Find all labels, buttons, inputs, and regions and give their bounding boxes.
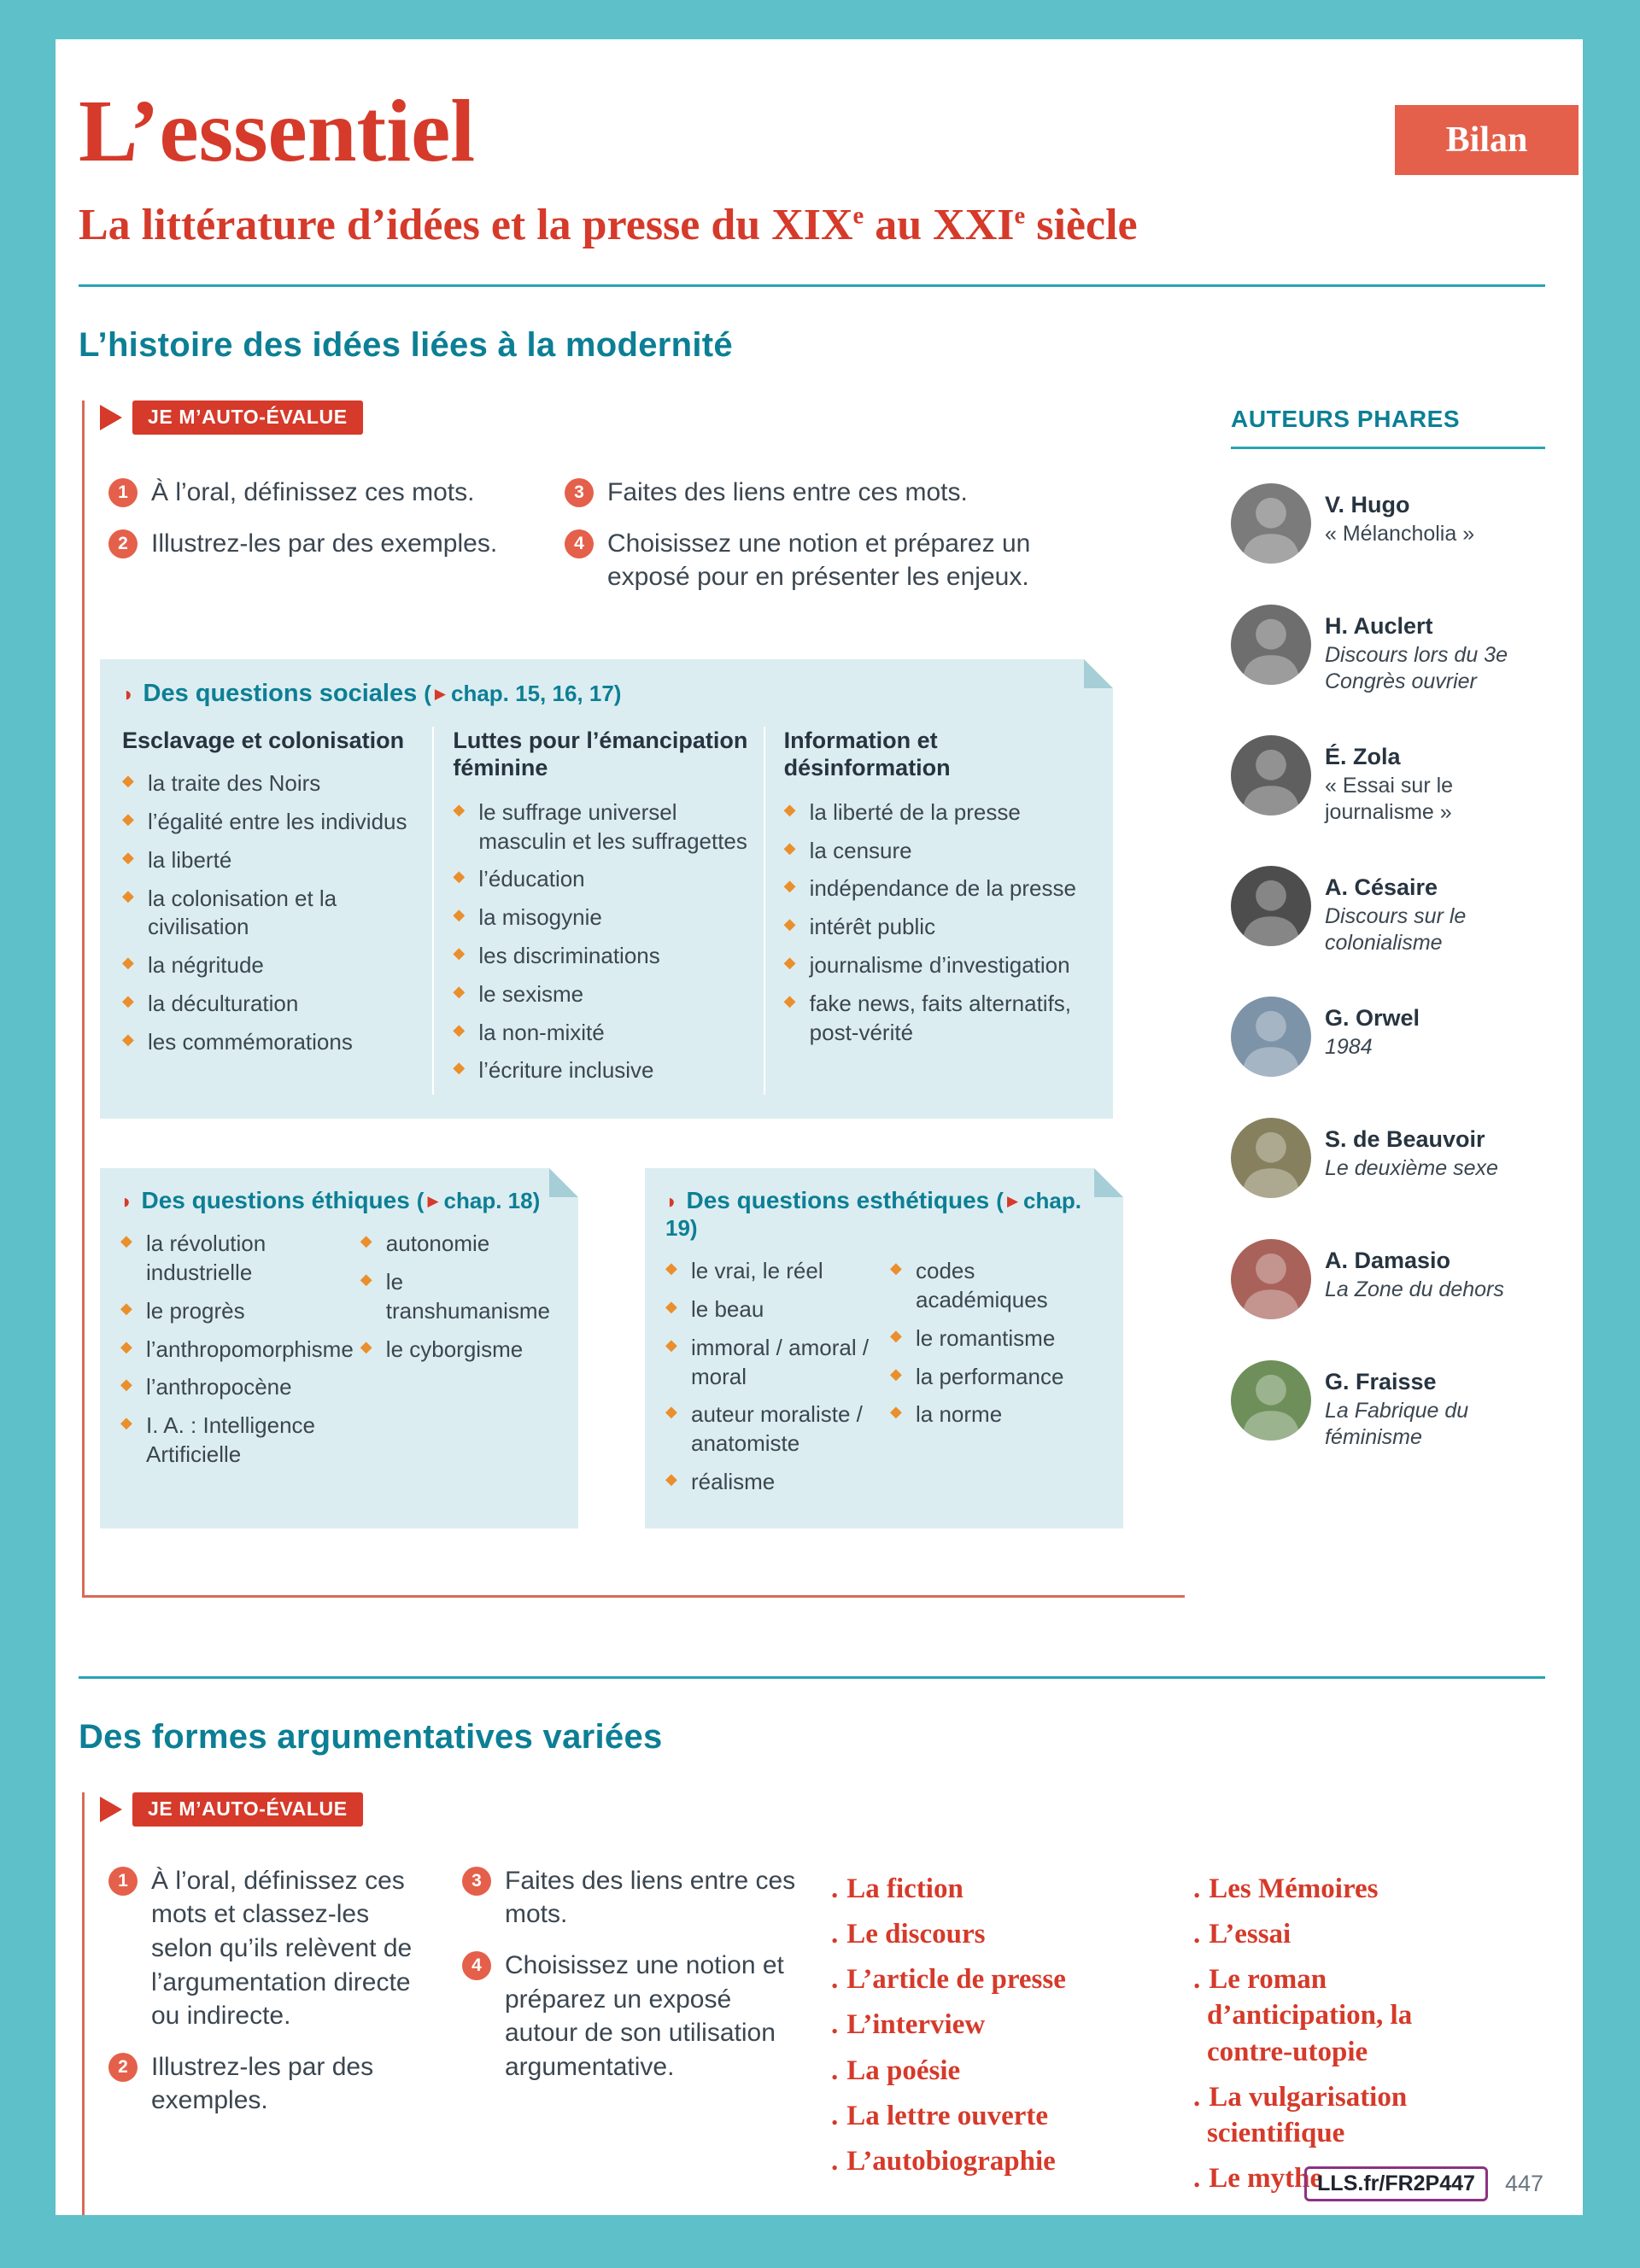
bullet-text: auteur moraliste / anatomiste bbox=[691, 1401, 863, 1457]
bullet-text: l’égalité entre les individus bbox=[148, 808, 407, 834]
diamond-bullet-icon: ◆ bbox=[453, 944, 466, 962]
bullet-text: le suffrage universel masculin et les suffragettes bbox=[478, 798, 747, 854]
instructions-left bbox=[108, 476, 510, 611]
dot-bullet-icon: . bbox=[1193, 1918, 1201, 1949]
bullet-text: intérêt public bbox=[809, 914, 936, 940]
box-title-text: Des questions esthétiques bbox=[686, 1187, 990, 1214]
self-eval-badge: JE M’AUTO-ÉVALUE bbox=[132, 400, 363, 435]
diamond-bullet-icon: ◆ bbox=[122, 991, 134, 1009]
author-photo bbox=[1231, 1360, 1311, 1441]
bullet-item bbox=[122, 885, 417, 943]
form-item bbox=[1193, 2079, 1487, 2151]
bullet-text: l’écriture inclusive bbox=[478, 1057, 654, 1084]
diamond-bullet-icon: ◆ bbox=[783, 991, 796, 1009]
author-entry bbox=[1231, 997, 1545, 1077]
instruction-item bbox=[108, 476, 510, 510]
column-header: Esclavage et colonisation bbox=[122, 727, 405, 753]
bullet-list bbox=[665, 1257, 883, 1506]
bullet-item bbox=[120, 1297, 354, 1326]
bullet-list bbox=[354, 1230, 563, 1479]
author-entry bbox=[1231, 1360, 1545, 1450]
bullet-item bbox=[122, 769, 417, 798]
diamond-bullet-icon: ◆ bbox=[122, 772, 134, 790]
form-item bbox=[1193, 1961, 1487, 2070]
dot-bullet-icon: . bbox=[831, 2146, 839, 2177]
form-item-text: L’article de presse bbox=[846, 1964, 1066, 1996]
bullet-text: l’éducation bbox=[478, 866, 585, 892]
title-rule bbox=[79, 284, 1545, 287]
bullet-item bbox=[453, 942, 747, 971]
column-header: Information et désinformation bbox=[783, 727, 951, 781]
folded-corner-icon bbox=[1084, 659, 1113, 688]
self-eval-block-formes bbox=[82, 1792, 1534, 2215]
instructions-grid bbox=[108, 476, 1185, 611]
instruction-number: 2 bbox=[108, 2053, 138, 2082]
bullet-text: la traite des Noirs bbox=[148, 770, 321, 797]
bullet-item bbox=[453, 980, 747, 1009]
instruction-item bbox=[462, 1864, 800, 1932]
form-item-text: Le roman d’anticipation, la contre-utopie bbox=[1207, 1964, 1413, 2067]
dot-bullet-icon: . bbox=[1193, 2163, 1201, 2195]
bullet-item bbox=[120, 1412, 354, 1470]
person-silhouette-icon bbox=[1231, 1118, 1311, 1198]
bullet-text: réalisme bbox=[691, 1468, 776, 1494]
bullet-text: le sexisme bbox=[478, 980, 584, 1007]
bilan-badge: Bilan bbox=[1395, 105, 1578, 175]
diamond-bullet-icon: ◆ bbox=[122, 954, 134, 972]
author-info bbox=[1325, 605, 1545, 694]
forms-list-2 bbox=[1193, 1871, 1487, 2207]
bullet-item bbox=[784, 913, 1079, 942]
box-title-esthetique bbox=[665, 1187, 1108, 1242]
social-column-esclavage bbox=[122, 727, 432, 1095]
bullet-item bbox=[890, 1324, 1108, 1353]
author-name: A. Césaire bbox=[1325, 874, 1438, 900]
bullet-text: la non-mixité bbox=[478, 1019, 605, 1045]
bullet-text: la censure bbox=[809, 837, 912, 863]
dot-bullet-icon: . bbox=[831, 2100, 839, 2131]
author-work: Le deuxième sexe bbox=[1325, 1156, 1498, 1180]
author-name: G. Fraisse bbox=[1325, 1369, 1437, 1394]
bullet-list bbox=[122, 769, 417, 1056]
bullet-item bbox=[453, 798, 747, 856]
bullet-item bbox=[120, 1336, 354, 1365]
column-header: Luttes pour l’émancipation féminine bbox=[453, 727, 748, 781]
form-item bbox=[831, 1916, 1163, 1952]
person-silhouette-icon bbox=[1231, 997, 1311, 1077]
bullet-text: autonomie bbox=[385, 1230, 490, 1257]
diamond-bullet-icon: ◆ bbox=[890, 1326, 902, 1344]
diamond-bullet-icon: ◆ bbox=[665, 1403, 677, 1421]
diamond-bullet-icon: ◆ bbox=[783, 800, 796, 818]
diamond-bullet-icon: ◆ bbox=[120, 1299, 132, 1317]
instructions-right bbox=[565, 476, 1043, 611]
box-marker-icon: ◗ bbox=[665, 1190, 678, 1214]
person-silhouette-icon bbox=[1231, 605, 1311, 685]
dot-bullet-icon: . bbox=[831, 2009, 839, 2041]
question-box-row bbox=[100, 1168, 1185, 1529]
author-photo bbox=[1231, 1239, 1311, 1319]
author-info bbox=[1325, 866, 1545, 956]
esthetique-columns bbox=[665, 1257, 1108, 1506]
section-divider bbox=[79, 1676, 1545, 1679]
chapter-ref: ( ▶ chap. 18) bbox=[416, 1188, 541, 1214]
person-silhouette-icon bbox=[1231, 483, 1311, 564]
person-silhouette-icon bbox=[1231, 735, 1311, 815]
bullet-text: le beau bbox=[691, 1295, 764, 1322]
instruction-text: À l’oral, définissez ces mots. bbox=[151, 478, 475, 506]
form-item bbox=[831, 1961, 1163, 1997]
bullet-item bbox=[122, 846, 417, 875]
instruction-text: Faites des liens entre ces mots. bbox=[607, 478, 968, 506]
bullet-text: la misogynie bbox=[478, 904, 602, 931]
bullet-text: I. A. : Intelligence Artificielle bbox=[146, 1412, 316, 1467]
bullet-item bbox=[122, 1028, 417, 1057]
instruction-item bbox=[108, 527, 510, 561]
diamond-bullet-icon: ◆ bbox=[120, 1376, 132, 1394]
box-marker-icon: ◗ bbox=[122, 682, 135, 706]
instruction-number: 4 bbox=[462, 1951, 491, 1980]
diamond-bullet-icon: ◆ bbox=[120, 1337, 132, 1355]
diamond-bullet-icon: ◆ bbox=[360, 1337, 372, 1355]
author-entry bbox=[1231, 605, 1545, 694]
chapter-arrow-icon: ▶ bbox=[1006, 1193, 1019, 1210]
instruction-item bbox=[565, 527, 1043, 594]
instruction-number: 3 bbox=[462, 1867, 491, 1896]
diamond-bullet-icon: ◆ bbox=[890, 1260, 902, 1277]
bullet-text: le romantisme bbox=[916, 1324, 1056, 1351]
bullet-text: la négritude bbox=[148, 952, 264, 979]
form-item-text: Le discours bbox=[846, 1918, 986, 1949]
person-silhouette-icon bbox=[1231, 1239, 1311, 1319]
instruction-number: 4 bbox=[565, 529, 594, 558]
form-item-text: L’interview bbox=[846, 2009, 986, 2041]
bullet-item bbox=[784, 837, 1079, 866]
section-modernite-body bbox=[79, 400, 1545, 1598]
forms-list-1 bbox=[831, 1871, 1163, 2207]
diamond-bullet-icon: ◆ bbox=[360, 1232, 372, 1250]
author-entry bbox=[1231, 735, 1545, 825]
diamond-bullet-icon: ◆ bbox=[783, 877, 796, 895]
author-entry bbox=[1231, 1239, 1545, 1319]
box-title-text: Des questions éthiques bbox=[141, 1187, 410, 1214]
author-name: H. Auclert bbox=[1325, 613, 1433, 639]
bullet-item bbox=[784, 951, 1079, 980]
self-eval-badge: JE M’AUTO-ÉVALUE bbox=[132, 1792, 363, 1827]
diamond-bullet-icon: ◆ bbox=[453, 800, 466, 818]
instruction-number: 3 bbox=[565, 478, 594, 507]
form-item-text: Les Mémoires bbox=[1209, 1873, 1379, 1904]
dot-bullet-icon: . bbox=[831, 1873, 839, 1904]
bullet-text: la performance bbox=[916, 1363, 1064, 1389]
diamond-bullet-icon: ◆ bbox=[122, 1030, 134, 1048]
bullet-text: l’anthropocène bbox=[146, 1374, 292, 1400]
form-item-text: La vulgarisation scientifique bbox=[1207, 2081, 1408, 2149]
bullet-text: la déculturation bbox=[148, 990, 299, 1016]
bullet-list bbox=[784, 798, 1079, 1048]
bullet-item bbox=[665, 1468, 883, 1497]
section-modernite-main bbox=[79, 400, 1185, 1598]
bullet-list bbox=[453, 798, 747, 1085]
bullet-text: l’anthropomorphisme bbox=[146, 1336, 354, 1362]
author-entry bbox=[1231, 866, 1545, 956]
self-eval-block bbox=[82, 400, 1185, 1598]
form-item-text: La fiction bbox=[846, 1873, 964, 1904]
form-item-text: L’essai bbox=[1209, 1918, 1292, 1949]
dot-bullet-icon: . bbox=[1193, 1964, 1201, 1996]
author-work: « Mélancholia » bbox=[1325, 522, 1475, 546]
diamond-bullet-icon: ◆ bbox=[890, 1365, 902, 1382]
author-photo bbox=[1231, 997, 1311, 1077]
bullet-text: indépendance de la presse bbox=[809, 875, 1076, 902]
diamond-bullet-icon: ◆ bbox=[122, 848, 134, 866]
author-work: « Essai sur le journalisme » bbox=[1325, 774, 1454, 824]
author-photo bbox=[1231, 483, 1311, 564]
author-name: S. de Beauvoir bbox=[1325, 1126, 1485, 1152]
author-info bbox=[1325, 483, 1474, 547]
instruction-number: 1 bbox=[108, 478, 138, 507]
author-photo bbox=[1231, 735, 1311, 815]
bullet-item bbox=[784, 990, 1079, 1048]
social-column-luttes bbox=[432, 727, 763, 1095]
instruction-item bbox=[108, 1864, 431, 2033]
form-item bbox=[831, 2053, 1163, 2089]
form-item-text: L’autobiographie bbox=[846, 2146, 1056, 2177]
person-silhouette-icon bbox=[1231, 1360, 1311, 1441]
box-title-social bbox=[122, 680, 1094, 708]
bullet-text: la liberté de la presse bbox=[809, 798, 1021, 825]
author-name: G. Orwel bbox=[1325, 1005, 1420, 1031]
section-formes-heading: Des formes argumentatives variées bbox=[79, 1717, 663, 1756]
bullet-item bbox=[890, 1400, 1108, 1429]
page-footer bbox=[1304, 2166, 1543, 2201]
textbook-page bbox=[56, 39, 1583, 2215]
bullet-item bbox=[890, 1257, 1108, 1315]
bullet-text: fake news, faits alternatifs, post-vérité bbox=[809, 990, 1072, 1045]
author-info bbox=[1325, 1360, 1545, 1450]
social-columns bbox=[122, 727, 1094, 1095]
bullet-item bbox=[360, 1268, 563, 1326]
page-subtitle: La littérature d’idées et la presse du XIXe au XXIe siècle bbox=[79, 201, 1138, 249]
instruction-text: Choisissez une notion et préparez un exposé pour en présenter les enjeux. bbox=[607, 529, 1031, 592]
authors-heading: AUTEURS PHARES bbox=[1231, 406, 1545, 449]
folded-corner-icon bbox=[1094, 1168, 1123, 1197]
dot-bullet-icon: . bbox=[831, 1964, 839, 1996]
author-photo bbox=[1231, 866, 1311, 946]
dot-bullet-icon: . bbox=[1193, 2081, 1201, 2113]
self-eval-badge-row bbox=[100, 1792, 1534, 1827]
page-title: L’essentiel bbox=[79, 82, 476, 180]
author-work: La Fabrique du féminisme bbox=[1325, 1399, 1469, 1449]
formes-content bbox=[108, 1864, 1534, 2207]
bullet-item bbox=[665, 1334, 883, 1392]
bullet-list bbox=[883, 1257, 1108, 1506]
author-info bbox=[1325, 997, 1420, 1061]
instruction-number: 1 bbox=[108, 1867, 138, 1896]
author-work: La Zone du dehors bbox=[1325, 1277, 1504, 1301]
form-item bbox=[1193, 1871, 1487, 1907]
bullet-item bbox=[784, 874, 1079, 903]
person-silhouette-icon bbox=[1231, 866, 1311, 946]
flag-icon bbox=[100, 405, 122, 430]
bullet-text: la colonisation et la civilisation bbox=[148, 885, 337, 940]
diamond-bullet-icon: ◆ bbox=[665, 1470, 677, 1488]
bullet-text: codes académiques bbox=[916, 1258, 1048, 1312]
footer-ref-badge[interactable]: LLS.fr/FR2P447 bbox=[1304, 2166, 1488, 2201]
diamond-bullet-icon: ◆ bbox=[890, 1403, 902, 1421]
bullet-text: le progrès bbox=[146, 1297, 245, 1324]
social-column-information bbox=[764, 727, 1094, 1095]
author-photo bbox=[1231, 605, 1311, 685]
diamond-bullet-icon: ◆ bbox=[122, 886, 134, 904]
bullet-item bbox=[122, 951, 417, 980]
bullet-item bbox=[665, 1400, 883, 1458]
diamond-bullet-icon: ◆ bbox=[453, 906, 466, 924]
author-entry bbox=[1231, 1118, 1545, 1198]
question-box-ethique bbox=[100, 1168, 578, 1529]
instruction-text: Faites des liens entre ces mots. bbox=[505, 1866, 796, 1929]
bullet-item bbox=[453, 903, 747, 932]
bullet-text: la norme bbox=[916, 1401, 1003, 1428]
bullet-item bbox=[665, 1295, 883, 1324]
instructions-right bbox=[462, 1864, 800, 2207]
bullet-item bbox=[122, 808, 417, 837]
chapter-arrow-icon: ▶ bbox=[434, 685, 446, 702]
author-work: Discours sur le colonialisme bbox=[1325, 904, 1467, 955]
diamond-bullet-icon: ◆ bbox=[453, 982, 466, 1000]
bullet-item bbox=[120, 1230, 354, 1288]
bullet-item bbox=[890, 1363, 1108, 1392]
author-name: A. Damasio bbox=[1325, 1248, 1451, 1273]
author-info bbox=[1325, 1118, 1498, 1182]
bullet-text: le cyborgisme bbox=[385, 1336, 524, 1362]
dot-bullet-icon: . bbox=[1193, 1873, 1201, 1904]
folded-corner-icon bbox=[549, 1168, 578, 1197]
diamond-bullet-icon: ◆ bbox=[783, 839, 796, 856]
instruction-text: Illustrez-les par des exemples. bbox=[151, 529, 498, 558]
authors-list bbox=[1231, 483, 1545, 1450]
diamond-bullet-icon: ◆ bbox=[120, 1414, 132, 1432]
bullet-item bbox=[453, 865, 747, 894]
bullet-item bbox=[360, 1230, 563, 1259]
chapter-ref: ( ▶ chap. 19) bbox=[665, 1188, 1081, 1242]
author-name: V. Hugo bbox=[1325, 492, 1410, 517]
author-name: É. Zola bbox=[1325, 744, 1401, 769]
self-eval-badge-row bbox=[100, 400, 1185, 435]
box-title-ethique bbox=[120, 1187, 563, 1214]
form-item bbox=[1193, 1916, 1487, 1952]
instruction-text: À l’oral, définissez ces mots et classez-les selon qu’ils relèvent de l’argumentation directe ou indirecte. bbox=[151, 1866, 413, 2031]
bullet-text: journalisme d’investigation bbox=[809, 951, 1070, 978]
form-item bbox=[831, 2098, 1163, 2134]
page-number: 447 bbox=[1504, 2171, 1543, 2196]
diamond-bullet-icon: ◆ bbox=[665, 1297, 677, 1315]
authors-panel bbox=[1231, 400, 1545, 1598]
bullet-item bbox=[665, 1257, 883, 1286]
form-item-text: La lettre ouverte bbox=[846, 2100, 1049, 2131]
bullet-item bbox=[453, 1019, 747, 1048]
instruction-text: Illustrez-les par des exemples. bbox=[151, 2052, 374, 2115]
section-modernite-heading: L’histoire des idées liées à la modernité bbox=[79, 326, 733, 364]
diamond-bullet-icon: ◆ bbox=[783, 915, 796, 933]
instruction-item bbox=[462, 1949, 800, 2084]
form-item bbox=[831, 2007, 1163, 2043]
instruction-number: 2 bbox=[108, 529, 138, 558]
author-photo bbox=[1231, 1118, 1311, 1198]
bullet-item bbox=[122, 990, 417, 1019]
author-work: Discours lors du 3e Congrès ouvrier bbox=[1325, 643, 1508, 693]
bullet-item bbox=[360, 1336, 563, 1365]
form-item-text: Le mythe bbox=[1209, 2163, 1323, 2195]
flag-icon bbox=[100, 1797, 122, 1822]
dot-bullet-icon: . bbox=[831, 1918, 839, 1949]
diamond-bullet-icon: ◆ bbox=[360, 1270, 372, 1288]
author-work: 1984 bbox=[1325, 1035, 1373, 1059]
ethique-columns bbox=[120, 1230, 563, 1479]
diamond-bullet-icon: ◆ bbox=[453, 1059, 466, 1077]
box-title-text: Des questions sociales bbox=[143, 679, 418, 707]
question-box-social bbox=[100, 659, 1113, 1119]
instruction-text: Choisissez une notion et préparez un exposé autour de son utilisation argumentative. bbox=[505, 1950, 784, 2081]
instruction-item bbox=[108, 2050, 431, 2118]
bullet-text: la révolution industrielle bbox=[146, 1230, 266, 1285]
bullet-text: le transhumanisme bbox=[385, 1268, 550, 1324]
diamond-bullet-icon: ◆ bbox=[783, 953, 796, 971]
diamond-bullet-icon: ◆ bbox=[665, 1336, 677, 1353]
form-item bbox=[831, 1871, 1163, 1907]
diamond-bullet-icon: ◆ bbox=[120, 1232, 132, 1250]
bullet-text: le vrai, le réel bbox=[691, 1258, 823, 1284]
bullet-text: les discriminations bbox=[478, 942, 660, 968]
instructions-left bbox=[108, 1864, 431, 2207]
form-item bbox=[831, 2143, 1163, 2179]
diamond-bullet-icon: ◆ bbox=[453, 868, 466, 886]
question-box-esthetique bbox=[645, 1168, 1123, 1529]
diamond-bullet-icon: ◆ bbox=[665, 1260, 677, 1277]
diamond-bullet-icon: ◆ bbox=[453, 1020, 466, 1038]
dot-bullet-icon: . bbox=[831, 2055, 839, 2086]
chapter-ref: ( ▶ chap. 15, 16, 17) bbox=[424, 680, 622, 706]
bullet-text: les commémorations bbox=[148, 1028, 353, 1055]
box-marker-icon: ◗ bbox=[120, 1190, 133, 1214]
author-info bbox=[1325, 1239, 1504, 1303]
author-entry bbox=[1231, 483, 1545, 564]
diamond-bullet-icon: ◆ bbox=[122, 810, 134, 827]
bullet-item bbox=[784, 798, 1079, 827]
instruction-item bbox=[565, 476, 1043, 510]
bullet-text: la liberté bbox=[148, 846, 232, 873]
form-item-text: La poésie bbox=[846, 2055, 961, 2086]
bullet-item bbox=[120, 1373, 354, 1402]
bullet-text: immoral / amoral / moral bbox=[691, 1334, 870, 1389]
chapter-arrow-icon: ▶ bbox=[427, 1193, 439, 1210]
author-info bbox=[1325, 735, 1545, 825]
bullet-list bbox=[120, 1230, 354, 1479]
bullet-item bbox=[453, 1056, 747, 1085]
